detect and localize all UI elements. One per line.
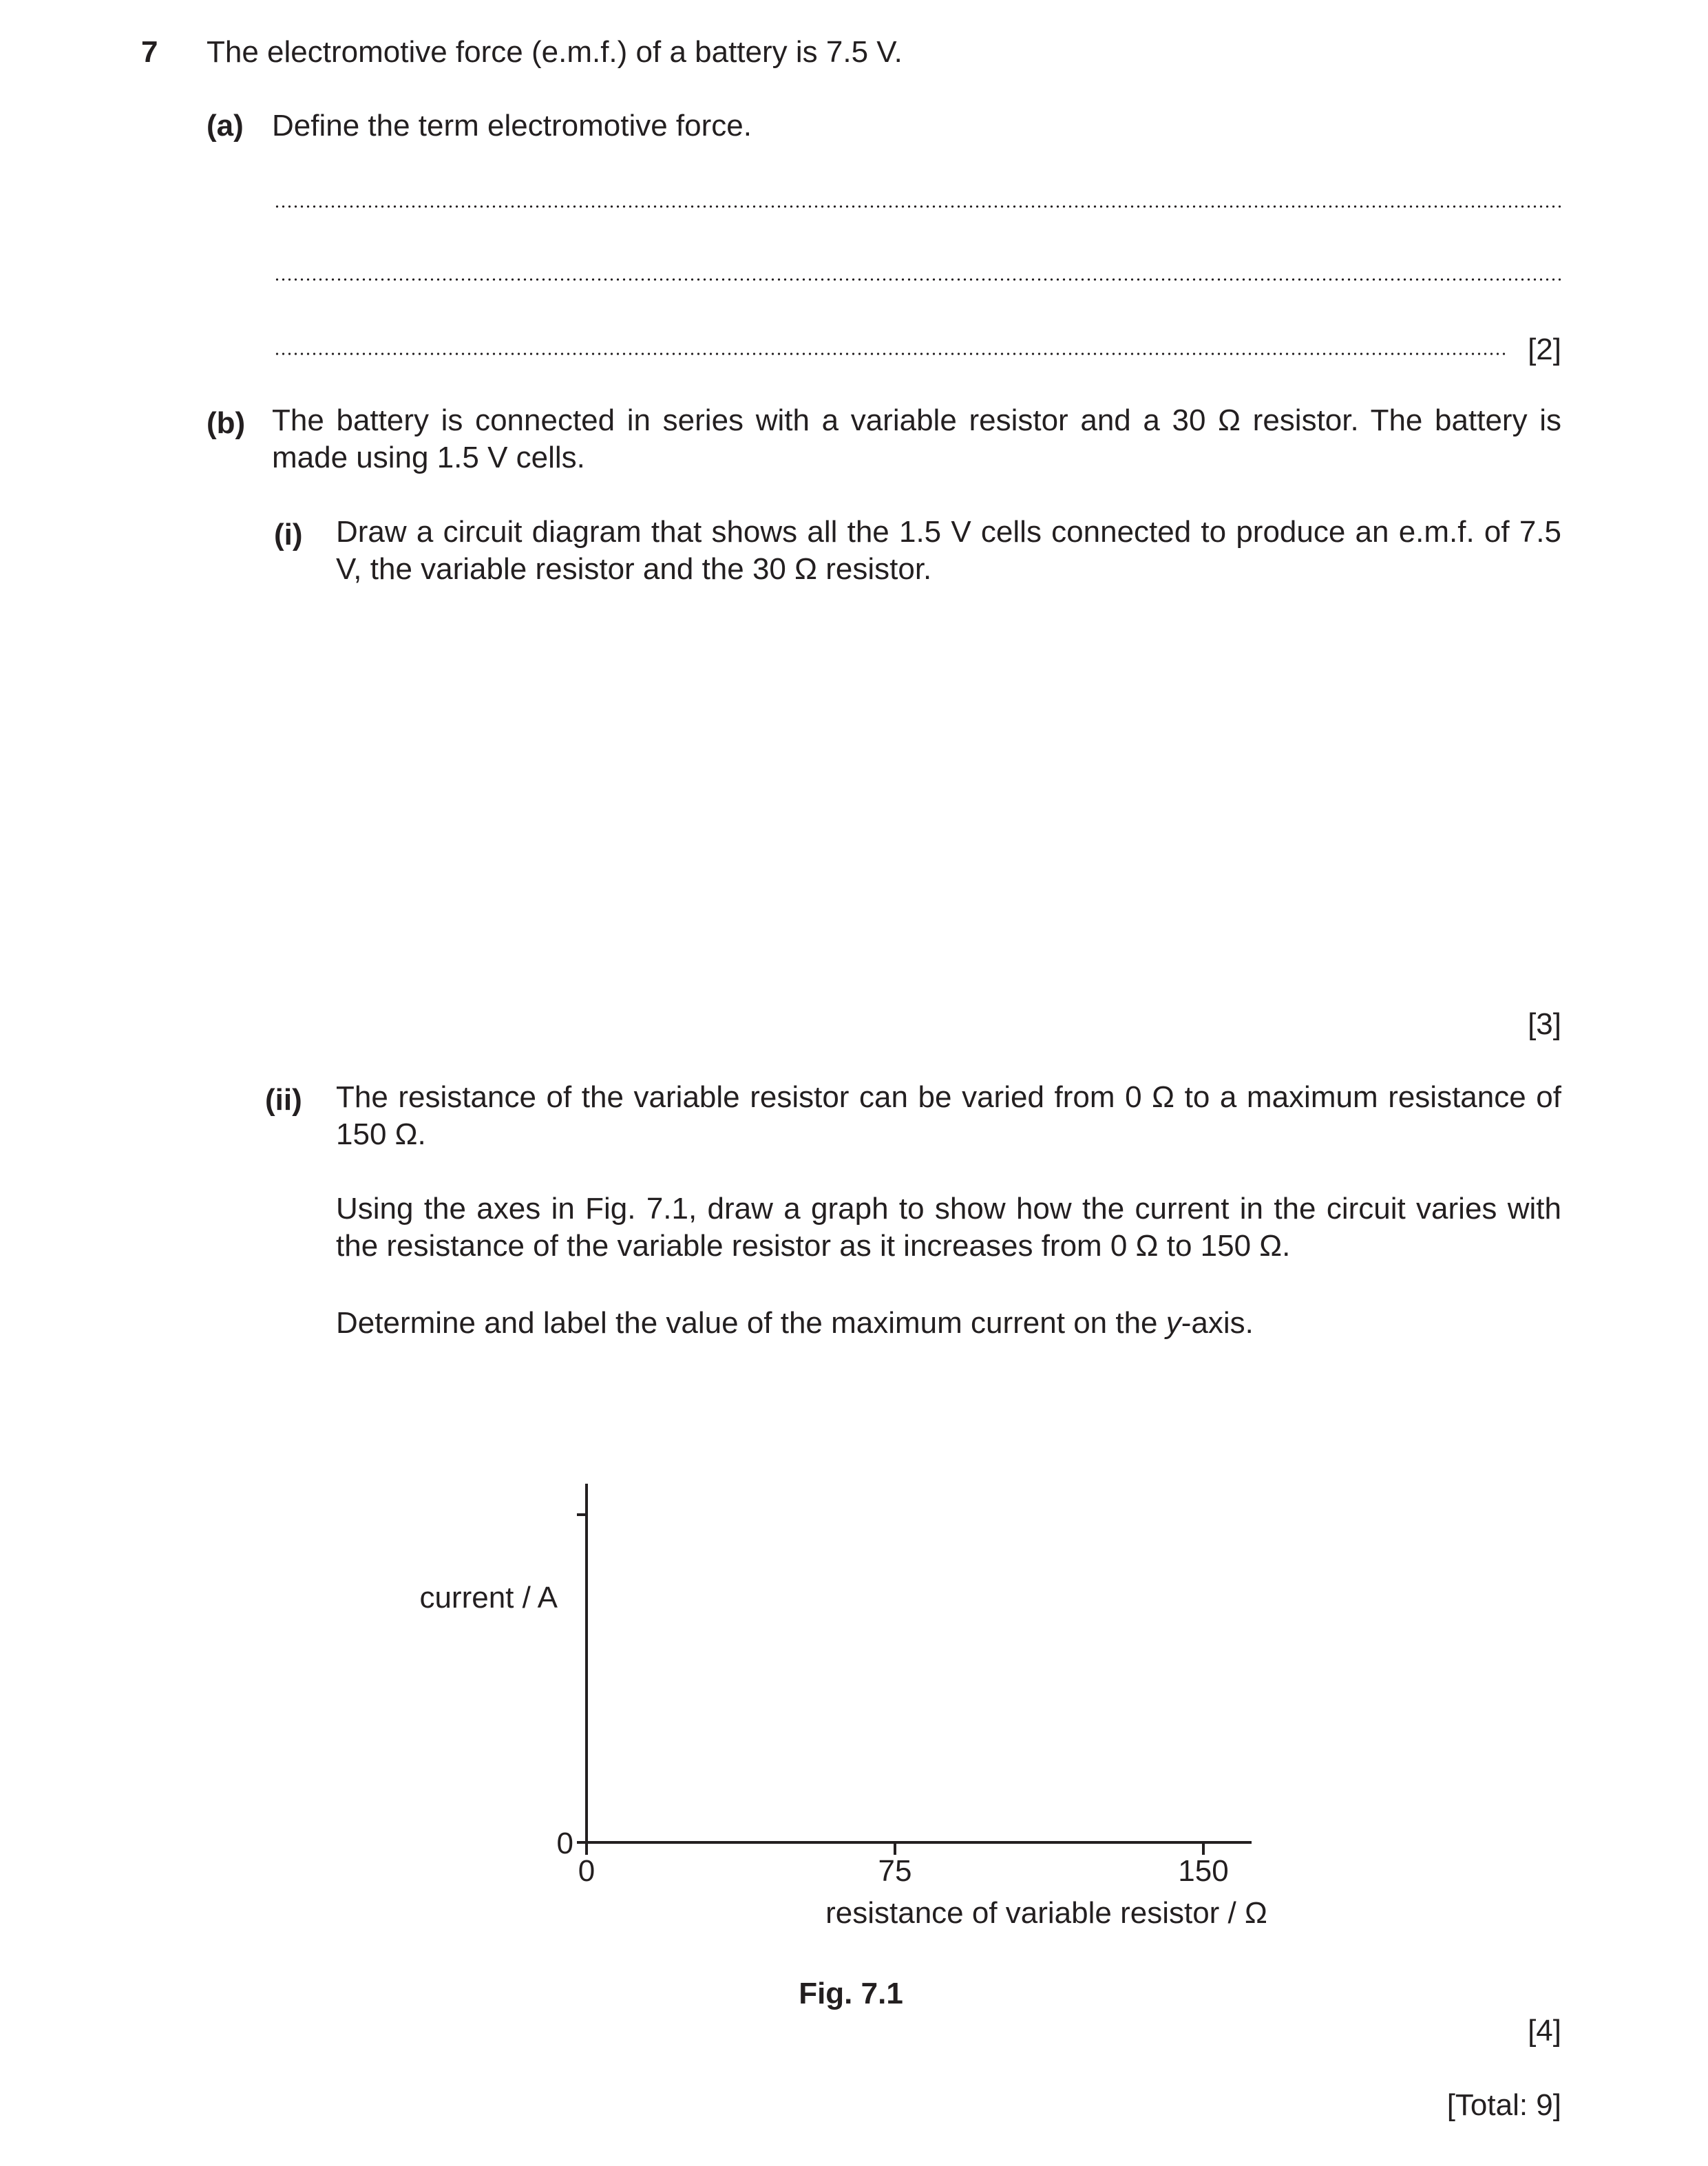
part-b-i-text: Draw a circuit diagram that shows all the 1.5 V cells connected to produce an e.m.f. of 7.5 V, the variable resistor and the 30 Ω resistor. xyxy=(336,515,1561,586)
part-b-ii-marks: [4] xyxy=(1528,2014,1561,2048)
part-b-i-marks: [3] xyxy=(1528,1007,1561,1041)
part-b-ii-text-3-start: Determine and label the value of the maximum current on the xyxy=(336,1306,1166,1340)
part-a-label: (a) xyxy=(207,109,244,143)
y-axis-label: current / A xyxy=(419,1581,558,1615)
x-tick-label-150: 150 xyxy=(1178,1854,1229,1888)
part-b-ii-text-1: The resistance of the variable resistor can be varied from 0 Ω to a maximum resistance of 150 Ω. xyxy=(336,1080,1561,1151)
x-tick-label-75: 75 xyxy=(878,1854,912,1888)
y-axis-italic: y xyxy=(1166,1306,1181,1340)
question-total: [Total: 9] xyxy=(1446,2088,1561,2122)
part-a-text: Define the term electromotive force. xyxy=(272,109,752,143)
question-number: 7 xyxy=(141,35,158,69)
y-tick-label-0: 0 xyxy=(556,1827,573,1860)
x-axis-label: resistance of variable resistor / Ω xyxy=(825,1896,1267,1930)
question-stem: The electromotive force (e.m.f.) of a battery is 7.5 V. xyxy=(207,35,903,69)
part-b-i-label: (i) xyxy=(274,518,303,551)
figure-caption: Fig. 7.1 xyxy=(799,1977,903,2010)
x-tick-label-0: 0 xyxy=(578,1854,595,1888)
part-b-ii-text-3-end: -axis. xyxy=(1181,1306,1254,1340)
part-b-text: The battery is connected in series with a variable resistor and a 30 Ω resistor. The battery is made using 1.5 V cells. xyxy=(272,403,1561,474)
part-b-label: (b) xyxy=(207,406,246,440)
part-b-ii-text-2: Using the axes in Fig. 7.1, draw a graph to show how the current in the circuit varies with the resistance of the variable resistor as it increases from 0 Ω to 150 Ω. xyxy=(336,1192,1561,1263)
part-a-marks: [2] xyxy=(1528,333,1561,366)
part-b-ii-label: (ii) xyxy=(265,1083,302,1117)
